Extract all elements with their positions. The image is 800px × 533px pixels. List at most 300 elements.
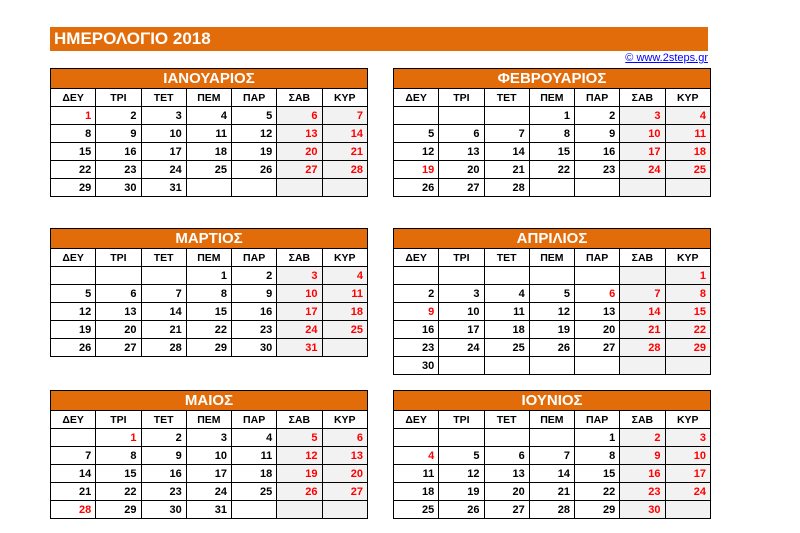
day-cell: 12 [51,303,96,321]
month-table [50,228,368,357]
day-cell: 23 [96,161,141,179]
day-cell: 15 [575,465,620,483]
day-cell: 15 [51,143,96,161]
weekday-label: ΤΡΙ [96,249,141,267]
week-row [394,161,711,179]
day-cell: 6 [439,125,484,143]
day-cell [439,429,484,447]
weekday-label: ΚΥΡ [322,89,368,107]
weekday-label: ΠΑΡ [232,411,277,429]
day-cell: 3 [186,429,231,447]
month-table [50,68,368,197]
weekday-label: ΣΑΒ [620,411,665,429]
week-row [51,285,368,303]
weekday-label: ΤΡΙ [439,411,484,429]
weekday-label: ΠΑΡ [232,89,277,107]
day-cell: 26 [232,161,277,179]
week-row [394,179,711,197]
day-cell: 7 [620,285,665,303]
weekday-label: ΔΕΥ [394,89,439,107]
day-cell: 3 [439,285,484,303]
weekday-label: ΤΕΤ [141,411,186,429]
day-cell: 6 [575,285,620,303]
day-cell: 22 [575,483,620,501]
day-cell: 9 [96,125,141,143]
day-cell [665,357,711,375]
day-cell: 18 [484,321,529,339]
day-cell: 15 [96,465,141,483]
day-cell: 2 [620,429,665,447]
month-header-row [51,391,368,411]
day-cell: 13 [439,143,484,161]
day-cell: 17 [620,143,665,161]
week-row [51,321,368,339]
day-cell: 15 [665,303,711,321]
weekday-label: ΠΕΜ [186,249,231,267]
day-cell: 22 [529,161,574,179]
day-cell: 7 [141,285,186,303]
day-cell: 23 [141,483,186,501]
day-cell: 29 [186,339,231,357]
day-cell: 10 [665,447,711,465]
weekday-label: ΔΕΥ [394,411,439,429]
day-cell: 2 [232,267,277,285]
day-cell: 7 [322,107,368,125]
weekday-label: ΠΕΜ [186,411,231,429]
weekday-label: ΠΕΜ [529,89,574,107]
day-cell: 8 [665,285,711,303]
day-cell [620,267,665,285]
day-cell: 4 [665,107,711,125]
day-cell: 21 [141,321,186,339]
month-name: ΙΟΥΝΙΟΣ [394,391,711,411]
day-cell: 7 [51,447,96,465]
day-cell [439,357,484,375]
month-name: ΙΑΝΟΥΑΡΙΟΣ [51,69,368,89]
day-cell: 10 [186,447,231,465]
week-row [51,501,368,519]
weekday-header-row [394,249,711,267]
day-cell: 24 [186,483,231,501]
day-cell: 14 [322,125,368,143]
day-cell: 31 [277,339,322,357]
day-cell: 23 [232,321,277,339]
day-cell: 4 [394,447,439,465]
day-cell [620,357,665,375]
day-cell: 21 [322,143,368,161]
weekday-label: ΚΥΡ [665,411,711,429]
day-cell: 9 [394,303,439,321]
day-cell [575,179,620,197]
day-cell [665,501,711,519]
day-cell: 12 [529,303,574,321]
copyright-link[interactable]: © www.2steps.gr [625,52,708,64]
week-row [51,161,368,179]
day-cell: 25 [322,321,368,339]
day-cell: 24 [665,483,711,501]
day-cell: 4 [322,267,368,285]
day-cell: 17 [277,303,322,321]
month-table [393,68,711,197]
day-cell: 30 [232,339,277,357]
week-row [51,303,368,321]
day-cell: 28 [141,339,186,357]
day-cell: 25 [665,161,711,179]
day-cell: 13 [96,303,141,321]
day-cell: 9 [620,447,665,465]
day-cell: 20 [484,483,529,501]
weekday-header-row [51,411,368,429]
day-cell: 9 [141,447,186,465]
week-row [394,465,711,483]
day-cell: 23 [620,483,665,501]
day-cell: 7 [529,447,574,465]
weekday-label: ΚΥΡ [665,89,711,107]
weekday-header-row [51,249,368,267]
day-cell: 19 [439,483,484,501]
day-cell: 19 [232,143,277,161]
weekday-label: ΤΡΙ [439,249,484,267]
day-cell [322,501,368,519]
day-cell [529,357,574,375]
day-cell: 20 [96,321,141,339]
day-cell: 10 [141,125,186,143]
day-cell [394,107,439,125]
day-cell [529,267,574,285]
weekday-label: ΚΥΡ [665,249,711,267]
day-cell: 29 [665,339,711,357]
day-cell [141,267,186,285]
day-cell: 13 [484,465,529,483]
day-cell: 14 [484,143,529,161]
day-cell: 16 [141,465,186,483]
day-cell: 3 [141,107,186,125]
weekday-label: ΠΕΜ [529,411,574,429]
day-cell: 26 [277,483,322,501]
week-row [394,429,711,447]
month-table [393,390,711,519]
day-cell: 25 [186,161,231,179]
day-cell: 17 [141,143,186,161]
day-cell: 29 [575,501,620,519]
day-cell: 14 [620,303,665,321]
weekday-header-row [394,411,711,429]
day-cell: 5 [529,285,574,303]
day-cell: 27 [96,339,141,357]
day-cell: 18 [186,143,231,161]
day-cell: 8 [51,125,96,143]
day-cell: 12 [439,465,484,483]
weekday-label: ΠΑΡ [232,249,277,267]
day-cell [484,429,529,447]
day-cell [529,429,574,447]
day-cell: 7 [484,125,529,143]
day-cell: 26 [394,179,439,197]
day-cell: 11 [665,125,711,143]
day-cell: 8 [529,125,574,143]
week-row [51,107,368,125]
month-name: ΦΕΒΡΟΥΑΡΙΟΣ [394,69,711,89]
month-header-row [394,229,711,249]
day-cell [620,179,665,197]
day-cell: 22 [665,321,711,339]
day-cell: 6 [322,429,368,447]
weekday-label: ΣΑΒ [277,249,322,267]
day-cell: 21 [484,161,529,179]
day-cell: 29 [51,179,96,197]
day-cell: 16 [96,143,141,161]
day-cell: 6 [277,107,322,125]
day-cell: 31 [141,179,186,197]
weekday-label: ΤΡΙ [96,89,141,107]
day-cell: 19 [51,321,96,339]
day-cell: 31 [186,501,231,519]
day-cell: 26 [439,501,484,519]
day-cell: 18 [232,465,277,483]
day-cell: 13 [277,125,322,143]
weekday-label: ΚΥΡ [322,249,368,267]
day-cell: 10 [620,125,665,143]
month-table [393,228,711,375]
month-name: ΑΠΡΙΛΙΟΣ [394,229,711,249]
day-cell: 8 [186,285,231,303]
day-cell: 19 [529,321,574,339]
week-row [394,339,711,357]
day-cell: 6 [96,285,141,303]
day-cell: 5 [277,429,322,447]
day-cell: 2 [394,285,439,303]
day-cell: 21 [529,483,574,501]
week-row [394,483,711,501]
day-cell: 4 [232,429,277,447]
day-cell: 16 [575,143,620,161]
day-cell: 17 [665,465,711,483]
day-cell [575,357,620,375]
day-cell: 16 [620,465,665,483]
week-row [394,267,711,285]
day-cell [277,501,322,519]
day-cell: 23 [575,161,620,179]
day-cell: 11 [186,125,231,143]
day-cell: 30 [620,501,665,519]
week-row [51,429,368,447]
day-cell: 14 [141,303,186,321]
week-row [394,125,711,143]
day-cell: 25 [394,501,439,519]
day-cell: 28 [322,161,368,179]
day-cell [277,179,322,197]
weekday-label: ΔΕΥ [51,89,96,107]
week-row [51,483,368,501]
day-cell: 28 [529,501,574,519]
weekday-label: ΔΕΥ [394,249,439,267]
day-cell: 13 [575,303,620,321]
week-row [394,321,711,339]
day-cell [394,429,439,447]
day-cell: 27 [277,161,322,179]
day-cell: 1 [96,429,141,447]
day-cell [484,357,529,375]
day-cell: 20 [322,465,368,483]
week-row [51,447,368,465]
day-cell: 25 [232,483,277,501]
day-cell: 11 [322,285,368,303]
day-cell: 19 [394,161,439,179]
day-cell: 27 [484,501,529,519]
month-header-row [394,69,711,89]
day-cell: 3 [277,267,322,285]
day-cell: 26 [529,339,574,357]
weekday-label: ΤΕΤ [484,411,529,429]
day-cell: 24 [620,161,665,179]
day-cell: 15 [186,303,231,321]
day-cell: 13 [322,447,368,465]
day-cell [529,179,574,197]
day-cell: 21 [51,483,96,501]
day-cell: 22 [51,161,96,179]
weekday-label: ΠΑΡ [575,411,620,429]
day-cell: 12 [232,125,277,143]
day-cell: 1 [51,107,96,125]
weekday-label: ΠΑΡ [575,89,620,107]
week-row [394,501,711,519]
day-cell: 5 [232,107,277,125]
day-cell [439,267,484,285]
day-cell: 12 [277,447,322,465]
week-row [51,339,368,357]
day-cell: 17 [186,465,231,483]
month-header-row [51,69,368,89]
day-cell: 1 [186,267,231,285]
day-cell: 17 [439,321,484,339]
week-row [394,285,711,303]
month-name: ΜΑΙΟΣ [51,391,368,411]
day-cell [484,267,529,285]
weekday-label: ΣΑΒ [620,249,665,267]
day-cell: 2 [96,107,141,125]
day-cell [322,339,368,357]
month-header-row [51,229,368,249]
weekday-header-row [394,89,711,107]
day-cell: 30 [96,179,141,197]
day-cell: 5 [51,285,96,303]
month-table [50,390,368,519]
weekday-label: ΤΕΤ [484,249,529,267]
day-cell: 18 [665,143,711,161]
day-cell: 3 [665,429,711,447]
weekday-label: ΔΕΥ [51,249,96,267]
day-cell: 18 [322,303,368,321]
day-cell: 24 [141,161,186,179]
day-cell: 27 [439,179,484,197]
calendar-title: ΗΜΕΡΟΛΟΓΙΟ 2018 [50,27,708,51]
day-cell: 27 [322,483,368,501]
week-row [51,179,368,197]
day-cell: 19 [277,465,322,483]
week-row [394,303,711,321]
day-cell: 3 [620,107,665,125]
day-cell: 26 [51,339,96,357]
weekday-label: ΣΑΒ [620,89,665,107]
day-cell: 21 [620,321,665,339]
weekday-label: ΔΕΥ [51,411,96,429]
day-cell: 10 [439,303,484,321]
day-cell: 11 [484,303,529,321]
day-cell: 23 [394,339,439,357]
day-cell [665,179,711,197]
weekday-label: ΠΕΜ [186,89,231,107]
day-cell: 27 [575,339,620,357]
day-cell: 4 [186,107,231,125]
day-cell: 1 [575,429,620,447]
day-cell [394,267,439,285]
day-cell [96,267,141,285]
day-cell: 9 [232,285,277,303]
week-row [394,143,711,161]
day-cell [322,179,368,197]
day-cell: 9 [575,125,620,143]
day-cell: 20 [575,321,620,339]
day-cell: 1 [665,267,711,285]
day-cell: 29 [96,501,141,519]
weekday-label: ΤΕΤ [484,89,529,107]
day-cell: 30 [141,501,186,519]
day-cell: 14 [51,465,96,483]
day-cell: 8 [96,447,141,465]
day-cell: 8 [575,447,620,465]
day-cell [484,107,529,125]
day-cell: 16 [394,321,439,339]
weekday-label: ΤΡΙ [439,89,484,107]
weekday-label: ΣΑΒ [277,89,322,107]
weekday-label: ΤΕΤ [141,249,186,267]
weekday-header-row [51,89,368,107]
weekday-label: ΣΑΒ [277,411,322,429]
week-row [394,447,711,465]
weekday-label: ΠΕΜ [529,249,574,267]
day-cell: 2 [575,107,620,125]
day-cell: 20 [277,143,322,161]
weekday-label: ΚΥΡ [322,411,368,429]
day-cell [51,429,96,447]
week-row [51,143,368,161]
weekday-label: ΠΑΡ [575,249,620,267]
day-cell: 22 [96,483,141,501]
day-cell [232,179,277,197]
month-header-row [394,391,711,411]
day-cell [439,107,484,125]
day-cell: 24 [439,339,484,357]
day-cell: 15 [529,143,574,161]
day-cell: 1 [529,107,574,125]
week-row [394,107,711,125]
weekday-label: ΤΕΤ [141,89,186,107]
day-cell: 4 [484,285,529,303]
day-cell: 10 [277,285,322,303]
day-cell [51,267,96,285]
day-cell: 28 [620,339,665,357]
day-cell: 24 [277,321,322,339]
day-cell: 28 [484,179,529,197]
day-cell: 6 [484,447,529,465]
day-cell: 14 [529,465,574,483]
day-cell [186,179,231,197]
day-cell: 5 [439,447,484,465]
week-row [394,357,711,375]
week-row [51,465,368,483]
day-cell: 28 [51,501,96,519]
day-cell: 25 [484,339,529,357]
